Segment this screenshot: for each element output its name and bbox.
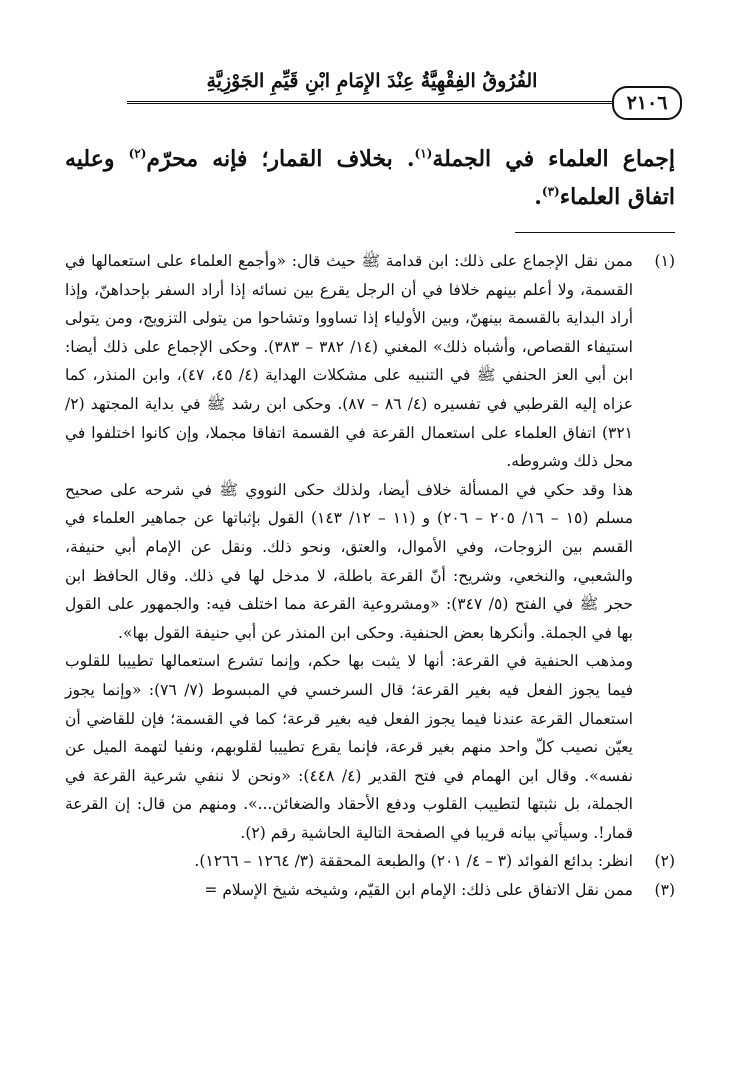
book-title: الفُرُوقُ الفِقْهِيَّةُ عِنْدَ الإِمَامِ ابْنِ قَيِّمِ الجَوْزِيَّةِ <box>206 70 538 92</box>
footnote-3 <box>65 876 675 905</box>
footnote-marker: (٣) <box>541 184 560 199</box>
footnote-1 <box>65 247 675 847</box>
footnote-number: (٣) <box>654 881 675 900</box>
footnote-number: (٢) <box>654 852 675 871</box>
footnotes <box>65 247 675 905</box>
header-rule <box>127 101 682 104</box>
footnote-marker: (١) <box>414 146 433 161</box>
main-text <box>65 140 675 216</box>
main-paragraph: إجماع العلماء في الجملة$^{(١)}$. بخلاف القمار؛ فإنه محرّم$^{(٢)}$ وعليه اتفاق العلماء$^{(٣)}$. <box>65 146 675 210</box>
footnote-2 <box>65 847 675 876</box>
footnote-paragraph: هذا وقد حكي في المسألة خلاف أيضا، ولذلك حكى النووي ﷺ في شرحه على صحيح مسلم (١٥ – ١٦/ ٢٠٥ – ٢٠٦) و (١١ – ١٢/ ١٤٣) القول بإثباتها عن جماهير العلماء في القسم بين الزوجات، وفي الأموال، والعتق، ونحو ذلك. ونقل عن الإمام أبي حنيفة، والشعبي، والنخعي، وشريح: أنّ القرعة باطلة، لا مدخل لها في ذلك. وقال الحافظ ابن حجر ﷺ في الفتح (٥/ ٣٤٧): «ومشروعية القرعة مما اختلف فيه: والجمهور على القول بها في الجملة. وأنكرها بعض الحنفية. وحكى ابن المنذر عن أبي حنيفة القول بها». <box>65 480 634 642</box>
running-header <box>62 58 682 118</box>
footnote-paragraph: ممن نقل الاتفاق على ذلك: الإمام ابن القيّم، وشيخه شيخ الإسلام = <box>204 881 633 900</box>
footnote-number: (١) <box>654 252 675 270</box>
footnote-separator <box>515 232 675 233</box>
footnote-marker: (٢) <box>128 146 147 161</box>
footnote-paragraph: ممن نقل الإجماع على ذلك: ابن قدامة ﷺ حيث قال: «وأجمع العلماء على استعمالها في القسمة، ولا أعلم بينهم خلافا في أن الرجل يقرع بين نسائه إذا أراد السفر بإحداهنّ، وإذا أراد البداية بالقسمة بينهنّ، وبين الأولياء إذا تساووا وتشاحوا من يتولى التزويج، ومن يتولى استيفاء القصاص، وأشباه ذلك» المغني (١٤/ ٣٨٢ – ٣٨٣). وحكى الإجماع على ذلك أيضا: ابن أبي العز الحنفي ﷺ في التنبيه على مشكلات الهداية (٤/ ٤٥، ٤٧)، وابن المنذر، كما عزاه إليه القرطبي في تفسيره (٤/ ٨٦ – ٨٧). وحكى ابن رشد ﷺ في بداية المجتهد (٢/ ٣٢١) اتفاق العلماء على استعمال القرعة في القسمة اتفاقا مجملا، وإن كانوا اختلفوا في محل ذلك وشروطه. <box>65 252 633 471</box>
footnote-paragraph: ومذهب الحنفية في القرعة: أنها لا يثبت بها حكم، وإنما تشرع استعمالها تطييبا للقلوب فيما يجوز الفعل فيه بغير القرعة؛ قال السرخسي في المبسوط (٧/ ٧٦): «وإنما يجوز استعمال القرعة عندنا فيما يجوز الفعل فيه بغير قرعة؛ كما في القسمة؛ فإن للقاضي أن يعيّن نصيب كلّ واحد منهم بغير قرعة، فإنما يقرع تطييبا لقلوبهم، ونفيا لتهمة الميل عن نفسه». وقال ابن الهمام في فتح القدير (٤/ ٤٤٨): «ونحن لا ننفي شرعية القرعة في الجملة، بل نثبتها لتطييب القلوب ودفع الأحقاد والضغائن...». ومنهم من قال: إن القرعة قمار!. وسيأتي بيانه قريبا في الصفحة التالية الحاشية رقم (٢). <box>65 652 633 842</box>
page-number: ٢١٠٦ <box>612 86 682 120</box>
footnote-paragraph: انظر: بدائع الفوائد (٣ – ٤/ ٢٠١) والطبعة المحققة (٣/ ١٢٦٤ – ١٢٦٦). <box>194 852 633 871</box>
